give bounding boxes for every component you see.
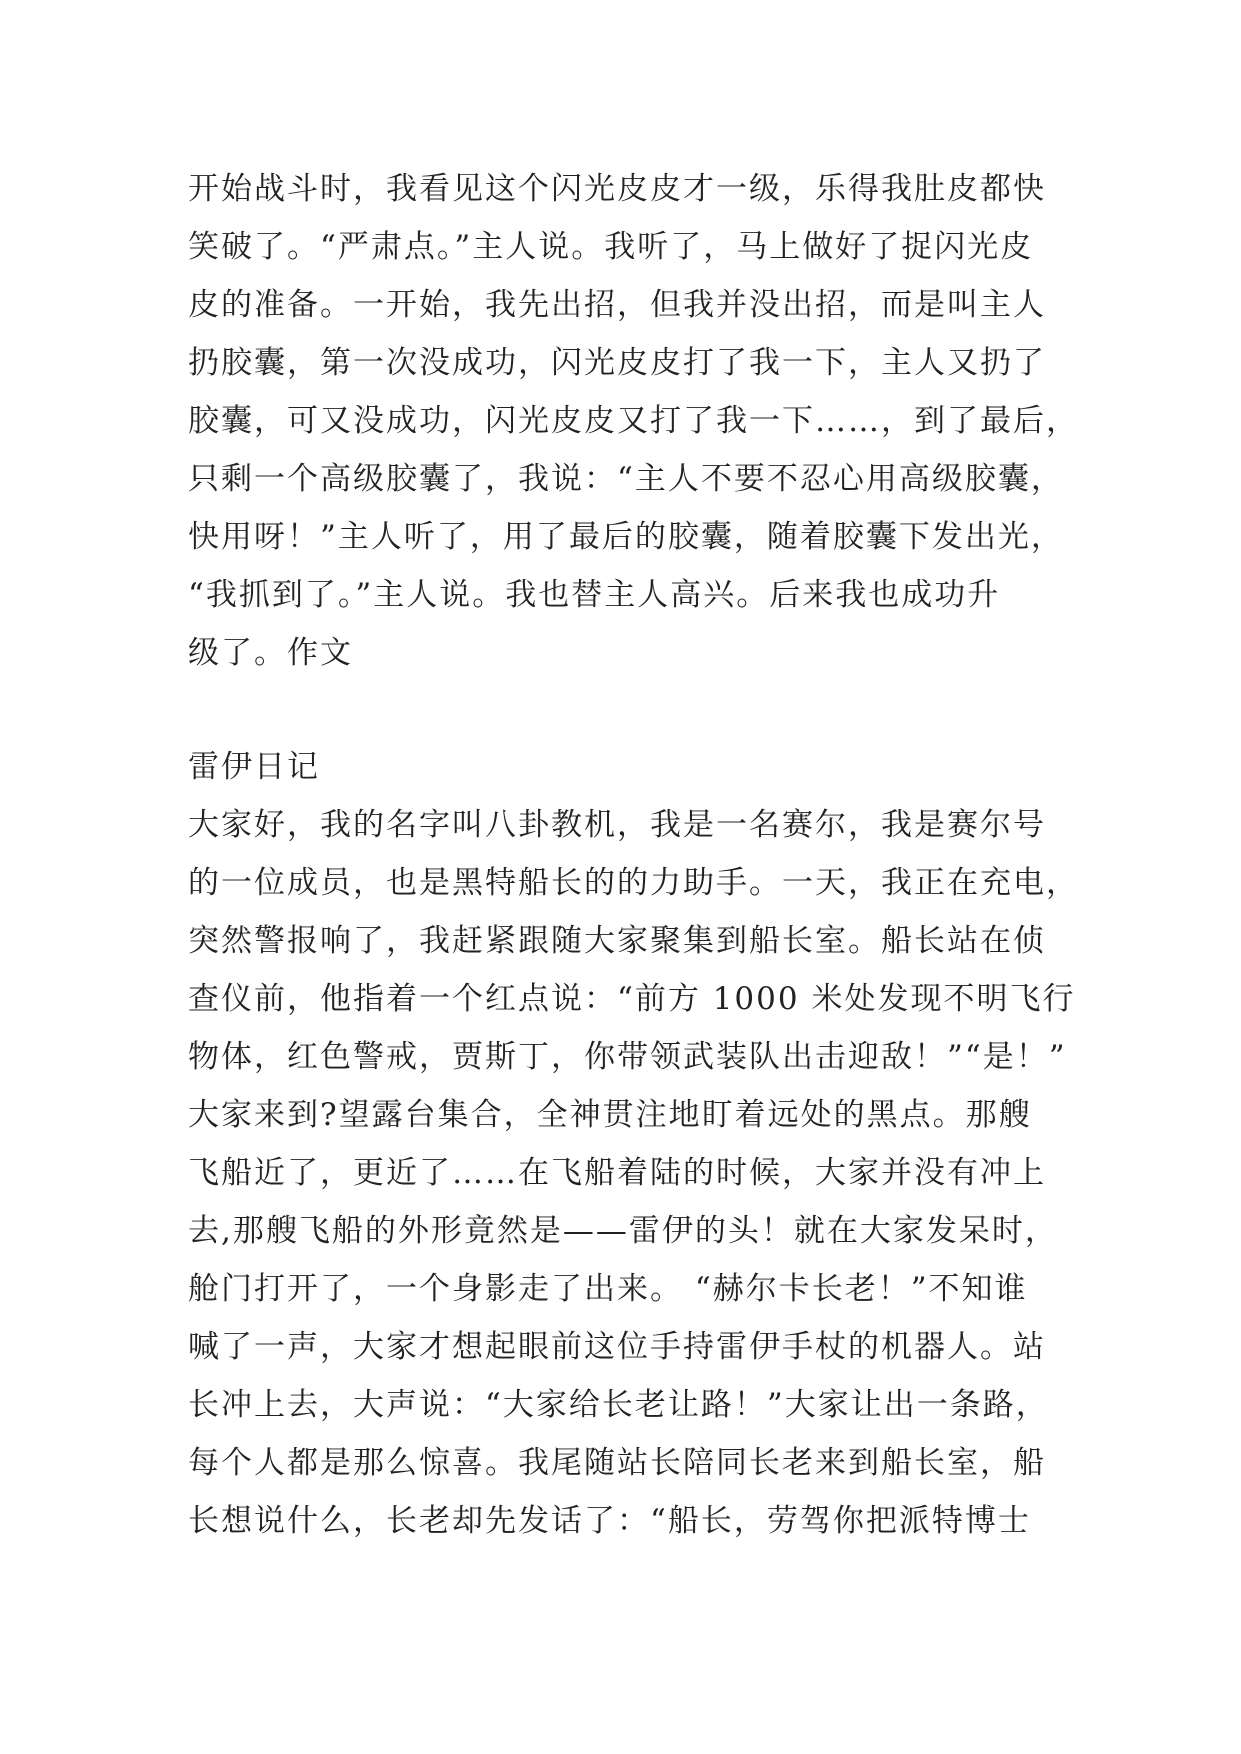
essay-section-2 — [188, 738, 1088, 1550]
text-line: 喊了一声，大家才想起眼前这位手持雷伊手杖的机器人。站 — [188, 1329, 1046, 1365]
text-line: 级了。作文 — [188, 635, 353, 671]
text-line: 扔胶囊，第一次没成功，闪光皮皮打了我一下，主人又扔了 — [188, 345, 1046, 381]
text-line: 长想说什么，长老却先发话了：“船长，劳驾你把派特博士 — [188, 1503, 1031, 1539]
text-line: 物体，红色警戒，贾斯丁，你带领武装队出击迎敌！”“是！” — [188, 1039, 1067, 1075]
text-line: 只剩一个高级胶囊了，我说：“主人不要不忍心用高级胶囊， — [188, 461, 1064, 497]
text-line: 笑破了。“严肃点。”主人说。我听了，马上做好了捉闪光皮 — [188, 229, 1034, 265]
text-line: 突然警报响了，我赶紧跟随大家聚集到船长室。船长站在侦 — [188, 923, 1046, 959]
text-line: 的一位成员，也是黑特船长的的力助手。一天，我正在充电， — [188, 865, 1079, 901]
text-line: 去,那艘飞船的外形竟然是——雷伊的头！就在大家发呆时， — [188, 1213, 1058, 1249]
text-line: 胶囊，可又没成功，闪光皮皮又打了我一下……，到了最后， — [188, 403, 1079, 439]
essay-title: 雷伊日记 — [188, 749, 320, 785]
text-line: 查仪前，他指着一个红点说：“前方 1000 米处发现不明飞行 — [188, 981, 1076, 1017]
text-line: 长冲上去，大声说：“大家给长老让路！”大家让出一条路， — [188, 1387, 1049, 1423]
text-line: 开始战斗时，我看见这个闪光皮皮才一级，乐得我肚皮都快 — [188, 171, 1046, 207]
text-line: 飞船近了，更近了……在飞船着陆的时候，大家并没有冲上 — [188, 1155, 1046, 1191]
text-line: 快用呀！”主人听了，用了最后的胶囊，随着胶囊下发出光， — [188, 519, 1064, 555]
text-line: 皮的准备。一开始，我先出招，但我并没出招，而是叫主人 — [188, 287, 1046, 323]
text-line: 舱门打开了，一个身影走了出来。 “赫尔卡长老！”不知谁 — [188, 1271, 1028, 1307]
text-line: 大家来到?望露台集合，全神贯注地盯着远处的黑点。那艘 — [188, 1097, 1032, 1133]
essay-paragraph-1 — [188, 160, 1088, 682]
text-line: 大家好，我的名字叫八卦教机，我是一名赛尔，我是赛尔号 — [188, 807, 1046, 843]
text-line: “我抓到了。”主人说。我也替主人高兴。后来我也成功升 — [188, 577, 1001, 613]
text-line: 每个人都是那么惊喜。我尾随站长陪同长老来到船长室，船 — [188, 1445, 1046, 1481]
